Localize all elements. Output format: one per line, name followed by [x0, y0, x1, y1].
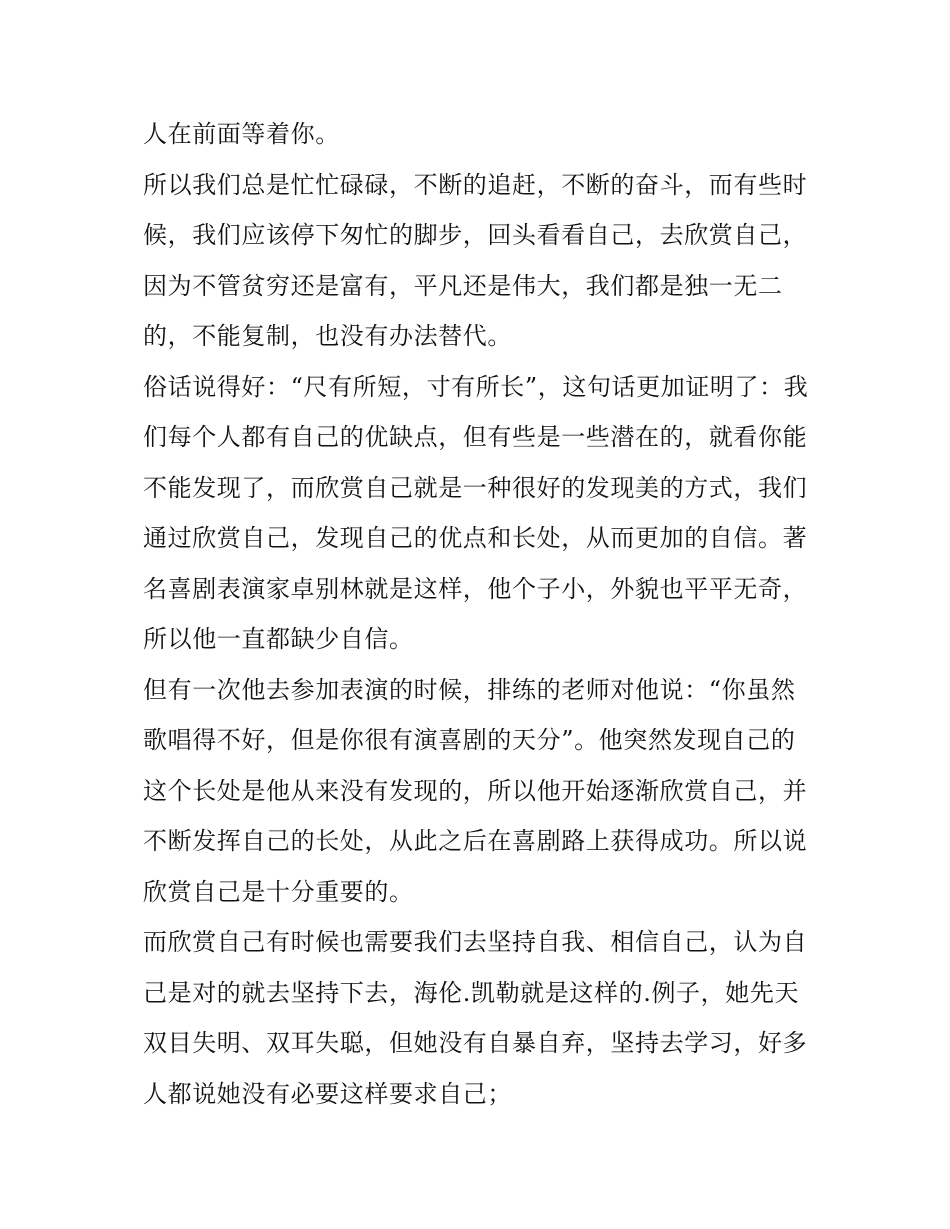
- text-line: 所以我们总是忙忙碌碌，不断的追赶，不断的奋斗，而有些时: [143, 170, 808, 199]
- text-line: 不断发挥自己的长处，从此之后在喜剧路上获得成功。所以说: [143, 827, 808, 855]
- text-line: 通过欣赏自己，发现自己的优点和长处，从而更加的自信。著: [143, 524, 808, 552]
- text-line: 双目失明、双耳失聪，但她没有自暴自弃，坚持去学习，好多: [143, 1029, 808, 1057]
- text-line: 人都说她没有必要这样要求自己；: [143, 1079, 512, 1108]
- text-line: 的，不能复制，也没有办法替代。: [143, 322, 512, 350]
- text-line: 人在前面等着你。: [143, 120, 340, 148]
- text-line: 候，我们应该停下匆忙的脚步，回头看看自己，去欣赏自己，: [143, 221, 808, 249]
- text-line: 歌唱得不好，但是你很有演喜剧的天分”。他突然发现自己的: [143, 726, 796, 754]
- text-line: 这个长处是他从来没有发现的，所以他开始逐渐欣赏自己，并: [143, 776, 808, 805]
- text-line: 所以他一直都缺少自信。: [143, 625, 414, 653]
- body-text: [143, 109, 823, 1119]
- text-line: 而欣赏自己有时候也需要我们去坚持自我、相信自己，认为自: [143, 928, 808, 956]
- text-line: 因为不管贫穷还是富有，平凡还是伟大，我们都是独一无二: [143, 271, 783, 300]
- text-line: 己是对的就去坚持下去，海伦.凯勒就是这样的.例子，她先天: [143, 978, 800, 1007]
- text-line: 欣赏自己是十分重要的。: [143, 877, 414, 906]
- text-line: 不能发现了，而欣赏自己就是一种很好的发现美的方式，我们: [143, 473, 808, 502]
- text-line: 但有一次他去参加表演的时候，排练的老师对他说：“你虽然: [143, 675, 796, 704]
- text-line: 俗话说得好：“尺有所短，寸有所长”，这句话更加证明了：我: [143, 372, 809, 401]
- text-line: 名喜剧表演家卓别林就是这样，他个子小，外貌也平平无奇，: [143, 574, 808, 603]
- text-line: 们每个人都有自己的优缺点，但有些是一些潜在的，就看你能: [143, 423, 808, 451]
